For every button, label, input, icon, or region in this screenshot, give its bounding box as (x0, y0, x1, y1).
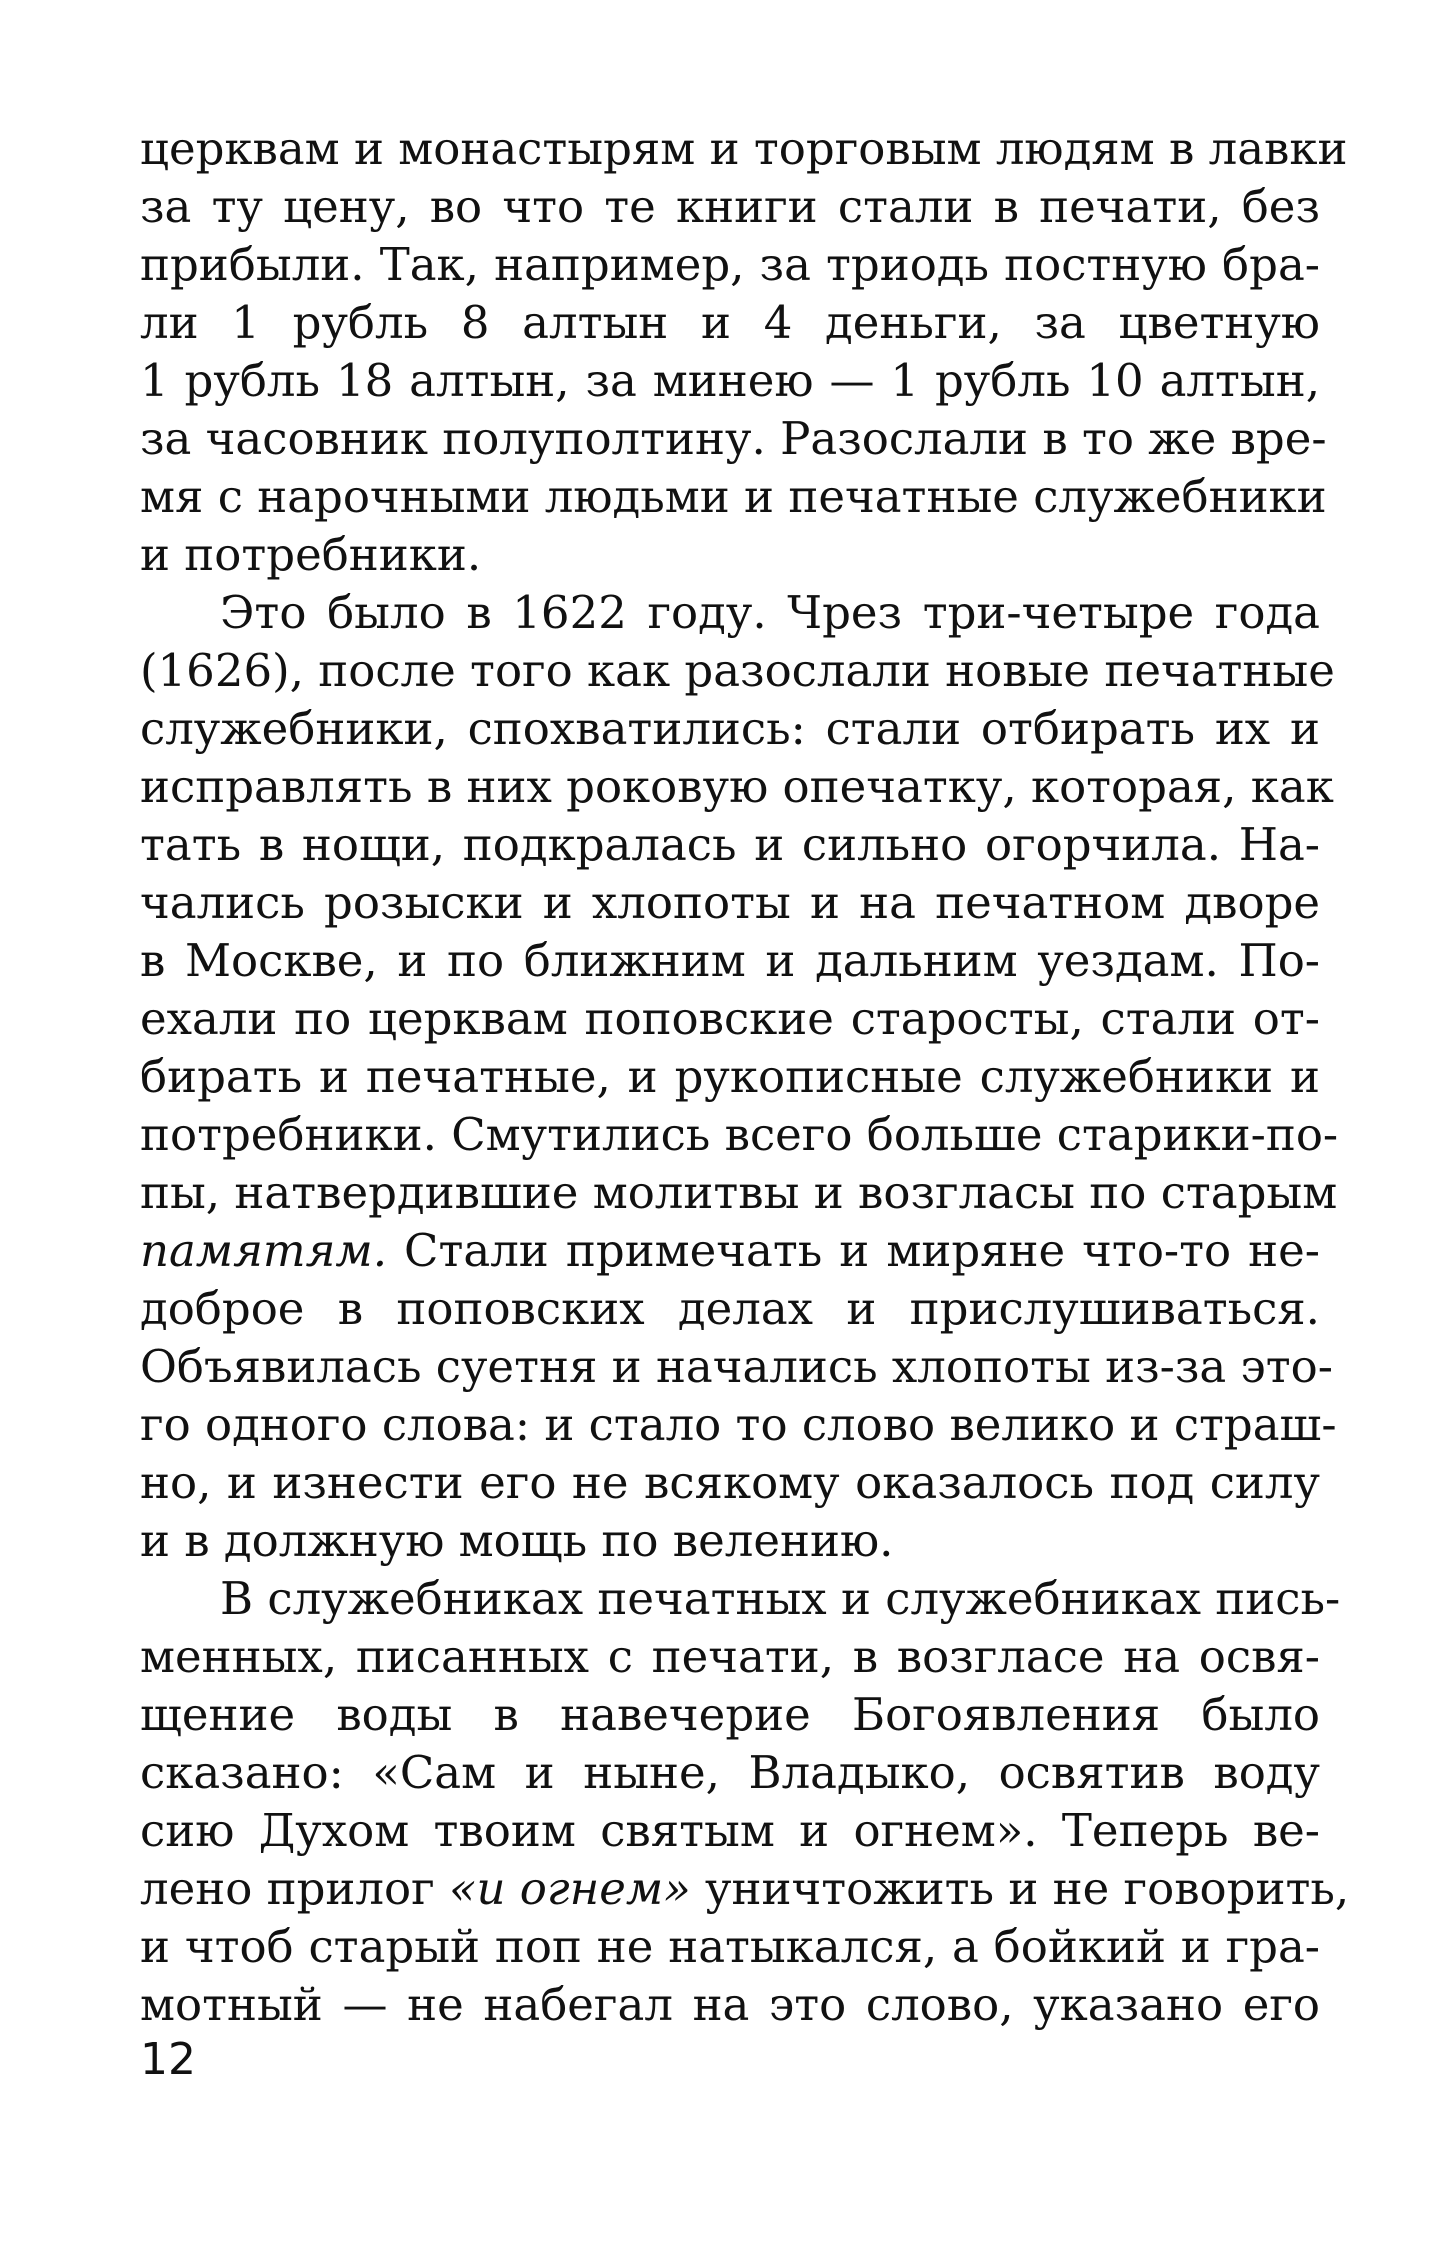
text-line: в Москве, и по ближним и дальним уездам. По- (140, 934, 1320, 987)
text-line (140, 1860, 1350, 1918)
text-line: В служебниках печатных и служебниках пись- (220, 1572, 1341, 1625)
text-line: и потребники. (140, 528, 482, 581)
text-line: тать в нощи, подкралась и сильно огорчила. На- (140, 818, 1320, 871)
text-line: сию Духом твоим святым и огнем». Теперь ве- (140, 1804, 1320, 1857)
text-line: щение воды в навечерие Богоявления было (140, 1688, 1320, 1741)
text-line: чались розыски и хлопоты и на печатном дворе (140, 876, 1320, 929)
text-line: 1 рубль 18 алтын, за минею — 1 рубль 10 алтын, (140, 354, 1320, 407)
text-line: исправлять в них роковую опечатку, которая, как (140, 760, 1334, 813)
text-line: бирать и печатные, и рукописные служебники и (140, 1050, 1320, 1103)
text-line: пы, натвердившие молитвы и возгласы по старым (140, 1166, 1338, 1219)
text-line: за часовник полуполтину. Разослали в то же вре- (140, 412, 1327, 465)
text-line: но, и изнести его не всякому оказалось под силу (140, 1456, 1320, 1509)
italic-phrase: «и огнем» (448, 1862, 691, 1915)
text-span: лено прилог (140, 1862, 449, 1915)
page-number: 12 (140, 2034, 196, 2085)
text-line: го одного слова: и стало то слово велико и страш- (140, 1398, 1337, 1451)
text-line: ехали по церквам поповские старосты, стали от- (140, 992, 1320, 1045)
text-span: Стали примечать и миряне что-то не- (387, 1224, 1320, 1277)
text-line: служебники, спохватились: стали отбирать их и (140, 702, 1320, 755)
text-line: доброе в поповских делах и прислушиваться. (140, 1282, 1320, 1335)
text-line: ли 1 рубль 8 алтын и 4 деньги, за цветную (140, 296, 1320, 349)
text-line: церквам и монастырям и торговым людям в лавки (140, 122, 1348, 175)
text-line: Это было в 1622 году. Чрез три-четыре года (220, 586, 1320, 639)
text-line: и чтоб старый поп не натыкался, а бойкий и гра- (140, 1920, 1320, 1973)
book-page (140, 120, 1350, 2120)
text-line: прибыли. Так, например, за триодь постную бра- (140, 238, 1320, 291)
text-line: потребники. Смутились всего больше старики-по- (140, 1108, 1339, 1161)
text-line (140, 1222, 1320, 1280)
text-line: мотный — не набегал на это слово, указано его (140, 1978, 1320, 2031)
text-line: за ту цену, во что те книги стали в печати, без (140, 180, 1320, 233)
text-line: мя с нарочными людьми и печатные служебники (140, 470, 1327, 523)
text-span: уничтожить и не говорить, (690, 1862, 1350, 1915)
text-line: (1626), после того как разослали новые печатные (140, 644, 1335, 697)
text-line: и в должную мощь по велению. (140, 1514, 894, 1567)
text-line: сказано: «Сам и ныне, Владыко, освятив воду (140, 1746, 1320, 1799)
text-line: Объявилась суетня и начались хлопоты из-за это- (140, 1340, 1333, 1393)
text-line: менных, писанных с печати, в возгласе на освя- (140, 1630, 1320, 1683)
italic-word: памятям. (140, 1224, 387, 1277)
